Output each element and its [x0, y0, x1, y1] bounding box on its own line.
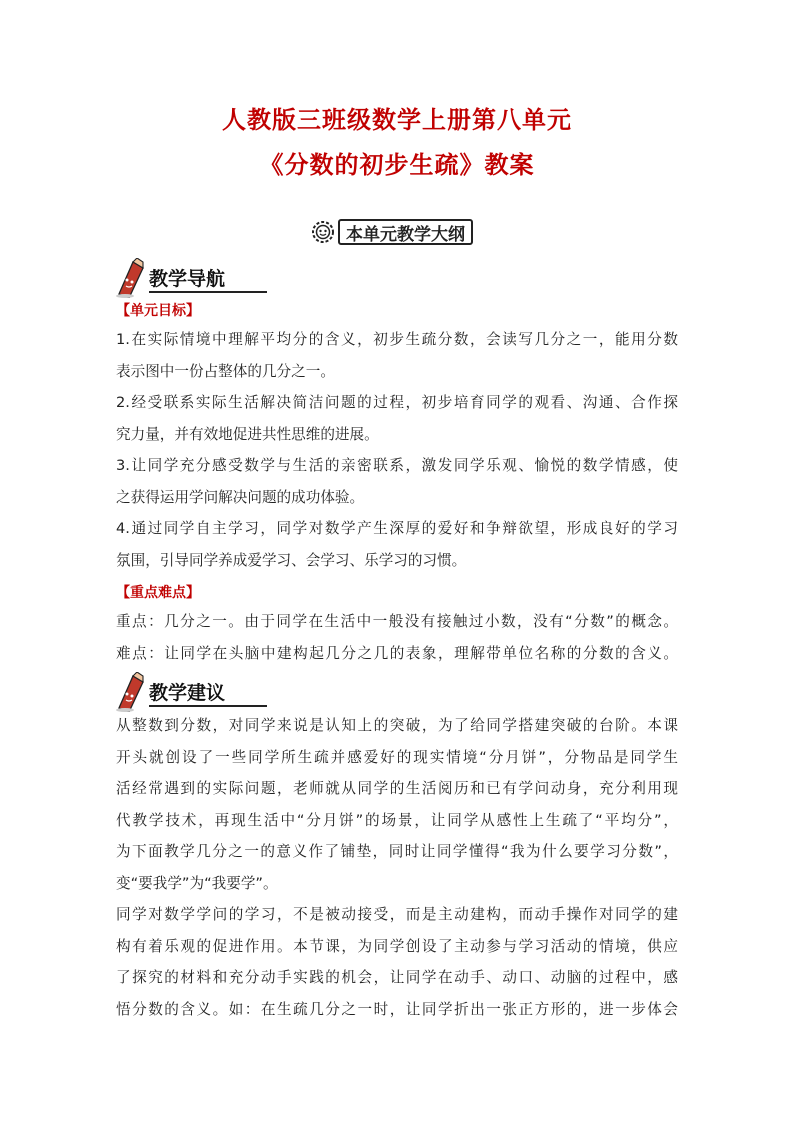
text-line: 表示图中一份占整体的几分之一。: [116, 362, 335, 380]
text-line: 4.通过同学自主学习，同学对数学产生深厚的爱好和争辩欲望，形成良好的学习: [116, 520, 678, 537]
text-line: 同学对数学学问的学习，不是被动接受，而是主动建构，而动手操作对同学的建: [116, 906, 678, 923]
goals-paragraph: [116, 324, 678, 576]
text-line: 活经常遇到的实际问题，老师就从同学的生活阅历和已有学问动身，充分利用现: [116, 780, 678, 797]
outline-label: 本单元教学大纲: [338, 219, 473, 245]
pencil-mascot-icon: [113, 258, 147, 298]
text-line: 开头就创设了一些同学所生疏并感爱好的现实情境“分月饼”，分物品是同学生: [116, 748, 678, 766]
gear-face-icon: [310, 219, 336, 245]
text-line: 氛围，引导同学养成爱学习、会学习、乐学习的习惯。: [116, 551, 467, 569]
text-line: 从整数到分数，对同学来说是认知上的突破，为了给同学搭建突破的台阶。本课: [116, 717, 678, 734]
text-line: 了探究的材料和充分动手实践的机会，让同学在动手、动口、动脑的过程中，感: [116, 969, 678, 986]
outline-heading: [310, 218, 473, 246]
text-line: 1.在实际情境中理解平均分的含义，初步生疏分数，会读写几分之一，能用分数: [116, 331, 678, 348]
keypoints-tag: 【重点难点】: [116, 585, 200, 601]
text-line: 难点：让同学在头脑中建构起几分之几的表象，理解带单位名称的分数的含义。: [116, 644, 678, 662]
text-line: 之获得运用学问解决问题的成功体验。: [116, 488, 365, 506]
text-line: 重点：几分之一。由于同学在生活中一般没有接触过小数，没有“分数”的概念。: [116, 613, 678, 630]
section-underline: [149, 291, 267, 293]
section-teaching-nav: [113, 258, 273, 298]
text-line: 为下面教学几分之一的意义作了铺垫，同时让同学懂得“我为什么要学习分数”，: [116, 843, 678, 860]
text-line: 变“要我学”为“我要学”。: [116, 874, 278, 892]
text-line: 悟分数的含义。如：在生疏几分之一时，让同学折出一张正方形的，进一步体会: [116, 1000, 678, 1018]
section-label: 教学导航: [149, 268, 226, 290]
goals-tag: 【单元目标】: [116, 303, 200, 319]
text-line: 3.让同学充分感受数学与生活的亲密联系，激发同学乐观、愉悦的数学情感，使: [116, 457, 678, 474]
text-line: 究力量，并有效地促进共性思维的进展。: [116, 425, 379, 443]
section-teaching-advice: [113, 672, 273, 712]
section-underline: [149, 705, 267, 707]
page-title: 人教版三班级数学上册第八单元: [222, 105, 572, 134]
text-line: 2.经受联系实际生活解决简洁问题的过程，初步培育同学的观看、沟通、合作探: [116, 394, 678, 411]
text-line: 构有着乐观的促进作用。本节课，为同学创设了主动参与学习活动的情境，供应: [116, 937, 678, 955]
pencil-mascot-icon: [113, 672, 147, 712]
page-subtitle: 《分数的初步生疏》教案: [259, 150, 535, 179]
section-label: 教学建议: [149, 682, 226, 704]
text-line: 代教学技术，再现生活中“分月饼”的场景，让同学从感性上生疏了“平均分”，: [116, 811, 678, 829]
keypoints-paragraph: [116, 606, 678, 669]
advice-paragraph: [116, 710, 678, 1025]
